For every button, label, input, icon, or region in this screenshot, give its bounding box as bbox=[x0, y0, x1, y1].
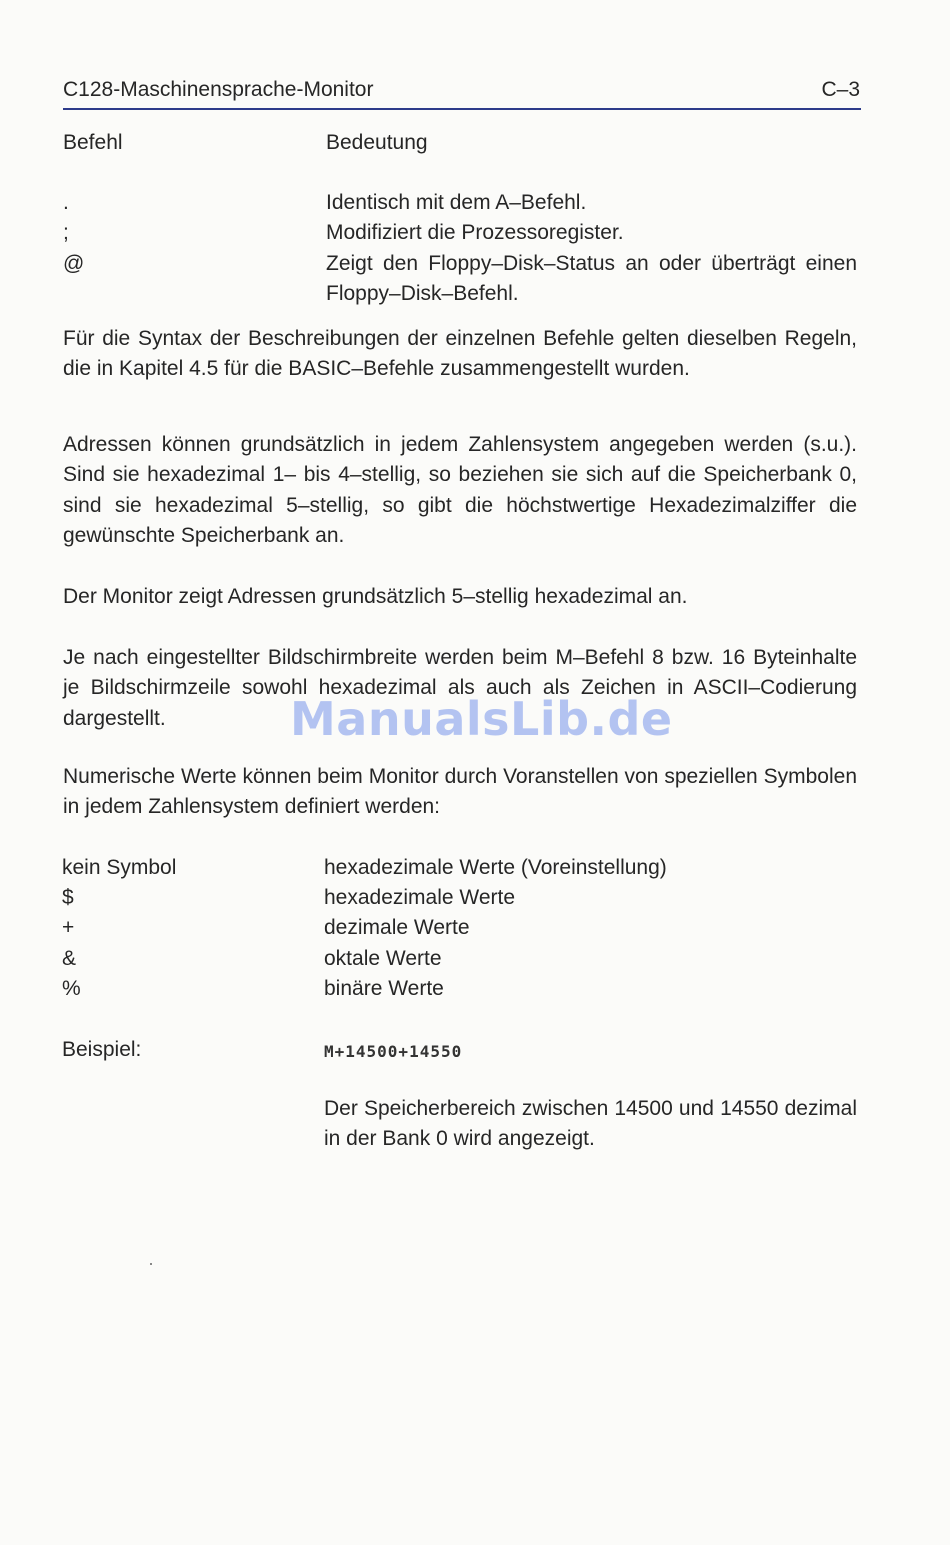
table-row-meaning: Modifiziert die Prozessoregister. bbox=[326, 221, 624, 244]
paragraph-m-command: Je nach eingestellter Bildschirmbreite werden beim M–Befehl 8 bzw. 16 Byteinhalte je Bildschirmzeile sowohl hexadezimal als auch als Zeichen in ASCII–Codierung dargestellt. bbox=[63, 646, 857, 730]
paragraph-numeric-values: Numerische Werte können beim Monitor durch Voranstellen von speziellen Symbolen in jedem Zahlensystem definiert werden: bbox=[63, 765, 857, 819]
column-header-command: Befehl bbox=[63, 131, 123, 154]
example-description: Der Speicherbereich zwischen 14500 und 14550 dezimal in der Bank 0 wird angezeigt. bbox=[324, 1097, 857, 1151]
column-header-meaning: Bedeutung bbox=[326, 131, 428, 154]
page-number: C–3 bbox=[821, 78, 860, 101]
scan-speck bbox=[150, 1263, 152, 1265]
table-row-symbol: + bbox=[62, 916, 75, 939]
header-rule bbox=[63, 108, 861, 110]
table-row-command: . bbox=[63, 191, 69, 214]
table-row-symbol: & bbox=[62, 947, 77, 970]
table-row-meaning: Zeigt den Floppy–Disk–Status an oder überträgt einen Floppy–Disk–Befehl. bbox=[326, 252, 857, 306]
table-row-symbol-meaning: hexadezimale Werte (Voreinstellung) bbox=[324, 856, 667, 879]
table-row-symbol: % bbox=[62, 977, 81, 1000]
page-header bbox=[63, 76, 860, 106]
watermark-logo: ManualsLib.de bbox=[290, 692, 673, 746]
paragraph-monitor-display: Der Monitor zeigt Adressen grundsätzlich 5–stellig hexadezimal an. bbox=[63, 585, 688, 608]
table-row-symbol: $ bbox=[62, 886, 74, 909]
table-row-symbol-meaning: oktale Werte bbox=[324, 947, 442, 970]
table-row-command: @ bbox=[63, 252, 85, 275]
table-row-symbol-meaning: hexadezimale Werte bbox=[324, 886, 516, 909]
table-row-symbol-meaning: dezimale Werte bbox=[324, 916, 470, 939]
table-row-symbol-meaning: binäre Werte bbox=[324, 977, 444, 1000]
paragraph-addresses: Adressen können grundsätzlich in jedem Zahlensystem angegeben werden (s.u.). Sind sie hexadezimal 1– bis 4–stellig, so beziehen sie sich auf die Speicherbank 0, sind sie hexadezimal 5–stellig, so gibt die höchstwertige Hexadezimalziffer die gewünschte Speicherbank an. bbox=[63, 433, 857, 548]
example-label: Beispiel: bbox=[62, 1038, 142, 1061]
table-row-symbol: kein Symbol bbox=[62, 856, 177, 879]
page-title: C128-Maschinensprache-Monitor bbox=[63, 78, 374, 101]
paragraph-syntax: Für die Syntax der Beschreibungen der einzelnen Befehle gelten dieselben Regeln, die in Kapitel 4.5 für die BASIC–Befehle zusammengestellt wurden. bbox=[63, 327, 857, 381]
example-code: M+14500+14550 bbox=[324, 1042, 463, 1061]
table-row-meaning: Identisch mit dem A–Befehl. bbox=[326, 191, 587, 214]
table-row-command: ; bbox=[63, 221, 69, 244]
